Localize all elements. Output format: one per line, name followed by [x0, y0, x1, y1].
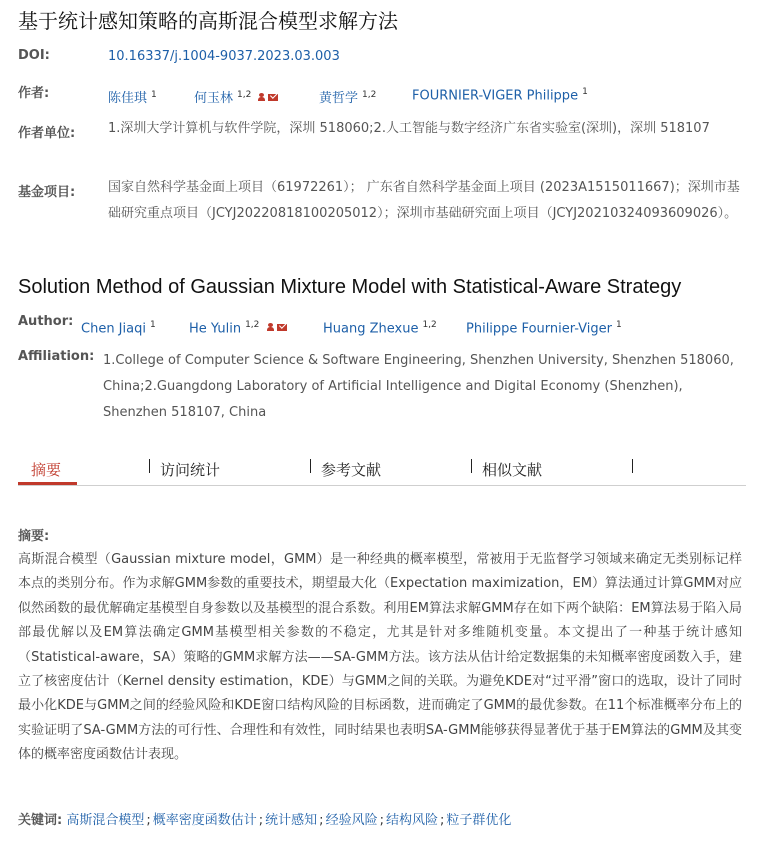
- tab-references[interactable]: 参考文献: [321, 461, 382, 479]
- funding-row: [18, 175, 748, 255]
- keyword-separator: ;: [379, 813, 384, 828]
- tab-divider: [149, 459, 150, 473]
- keywords-label: 关键词:: [18, 813, 63, 828]
- keywords-row: [18, 809, 748, 828]
- keyword-3[interactable]: 经验风险: [325, 813, 378, 828]
- affiliation-zh-label: 作者单位:: [18, 126, 76, 141]
- keyword-2[interactable]: 统计感知: [265, 813, 318, 828]
- keyword-0[interactable]: 高斯混合模型: [66, 813, 145, 828]
- author-en-2[interactable]: Huang Zhexue $^{1,2}$: [323, 320, 437, 337]
- keyword-5[interactable]: 粒子群优化: [446, 813, 512, 828]
- doi-label: DOI:: [18, 48, 50, 63]
- authors-zh-label: 作者:: [18, 86, 50, 101]
- email-icon-en[interactable]: [277, 324, 287, 331]
- doi-row: [18, 44, 748, 70]
- affiliation-zh-row: [18, 116, 748, 170]
- corresponding-author-icon: [258, 93, 265, 101]
- tab-access-stats[interactable]: 访问统计: [160, 461, 221, 479]
- affiliation-en-label: Affiliation:: [18, 349, 95, 364]
- abstract-label: 摘要:: [18, 529, 50, 544]
- tab-abstract[interactable]: 摘要: [31, 461, 62, 479]
- active-tab-indicator: [18, 482, 77, 485]
- keyword-separator: ;: [319, 813, 324, 828]
- doi-link[interactable]: 10.16337/j.1004-9037.2023.03.003: [108, 49, 340, 64]
- affiliation-en-row: [18, 348, 748, 428]
- title-en: Solution Method of Gaussian Mixture Model with Statistical-Aware Strategy: [18, 276, 682, 298]
- email-icon[interactable]: [268, 94, 278, 101]
- author-en-0[interactable]: Chen Jiaqi $^1$: [81, 320, 156, 337]
- tab-bar: [18, 455, 746, 486]
- keyword-separator: ;: [439, 813, 445, 828]
- author-zh-3[interactable]: FOURNIER-VIGER Philippe $^1$: [412, 87, 588, 104]
- author-en-3[interactable]: Philippe Fournier-Viger $^1$: [466, 320, 622, 337]
- authors-en-row: [18, 314, 748, 340]
- tab-divider: [632, 459, 633, 473]
- keyword-1[interactable]: 概率密度函数估计: [152, 813, 257, 828]
- author-zh-1[interactable]: 何玉林 $^{1,2}$: [194, 87, 278, 106]
- affiliation-zh-value: 1.深圳大学计算机与软件学院，深圳 518060;2.人工智能与数字经济广东省实验室(深圳)，深圳 518107: [108, 121, 710, 136]
- funding-label: 基金项目:: [18, 185, 76, 200]
- tab-divider: [310, 459, 311, 473]
- author-zh-0[interactable]: 陈佳琪 $^1$: [108, 89, 157, 106]
- abstract-text: 高斯混合模型（Gaussian mixture model，GMM）是一种经典的概率模型，常被用于无监督学习领域来确定无类别标记样本点的类别分布。作为求解GMM参数的重要技术，期望最大化（Expectation maximization，EM）算法通过计算GMM对应似然函数的最优解确定基模型自身参数以及基模型的混合系数。利用EM算法求解GMM存在如下两个缺陷：EM算法易于陷入局部最优解以及EM算法确定GMM基模型相关参数的不稳定，尤其是针对多维随机变量。本文提出了一种基于统计感知（Statistical-aware，SA）策略的GMM求解方法——SA-GMM方法。该方法从估计给定数据集的未知概率密度函数入手，建立了核密度估计（Kernel density estimation，KDE）与GMM之间的关联。为避免KDE对“过平滑”窗口的选取，设计了同时最小化KDE与GMM之间的经验风险和KDE窗口结构风险的目标函数，进而确定了GMM的最优参数。在11个标准概率分布上的实验证明了SA-GMM方法的可行性、合理性和有效性，同时结果也表明SA-GMM能够获得显著优于基于EM算法的GMM及其变体的概率密度函数估计表现。: [18, 552, 742, 763]
- authors-zh-row: [18, 82, 748, 108]
- keyword-4[interactable]: 结构风险: [385, 813, 438, 828]
- funding-value: 国家自然科学基金面上项目（61972261）； 广东省自然科学基金面上项目 (2023A1515011667)；深圳市基础研究重点项目（JCYJ20220818100205012）；深圳市基础研究面上项目（JCYJ20210324093609026）。: [108, 180, 740, 221]
- keyword-separator: ;: [258, 813, 264, 828]
- authors-en-label: Author:: [18, 314, 74, 329]
- keyword-separator: ;: [146, 813, 151, 828]
- title-zh: 基于统计感知策略的高斯混合模型求解方法: [18, 9, 398, 33]
- author-zh-2[interactable]: 黄哲学 $^{1,2}$: [319, 89, 377, 106]
- author-en-1[interactable]: He Yulin $^{1,2}$: [189, 320, 287, 336]
- affiliation-en-value: 1.College of Computer Science & Software Engineering, Shenzhen University, Shenzhen 518060, China;2.Guangdong Laboratory of Artificial Intelligence and Digital Economy (Shenzhen), Shenzhen 518107, China: [103, 353, 734, 420]
- tab-divider: [471, 459, 472, 473]
- corresponding-author-icon-en: [267, 323, 274, 331]
- tab-similar[interactable]: 相似文献: [482, 461, 543, 479]
